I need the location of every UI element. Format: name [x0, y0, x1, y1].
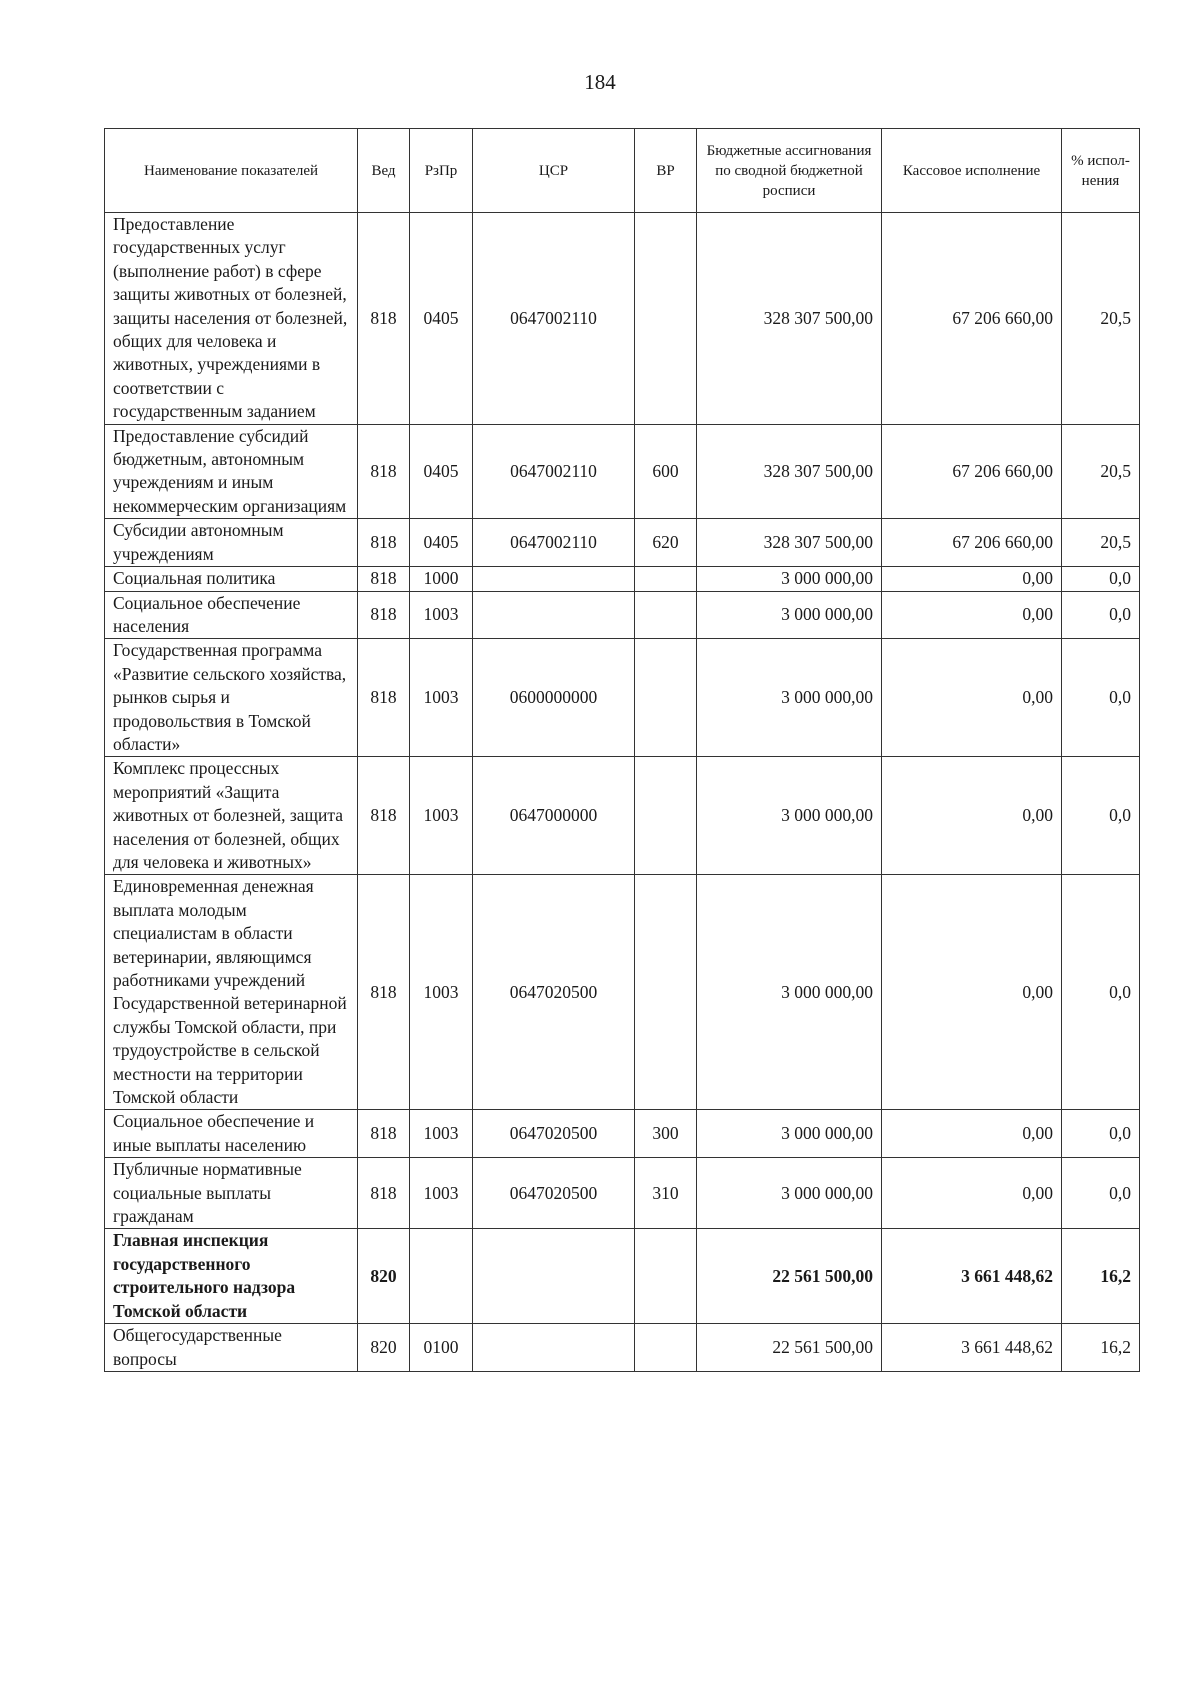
cell-vr: 620 — [635, 519, 697, 567]
cell-name: Предоставление государственных услуг (выполнение работ) в сфере защиты животных от болезней, защиты населения от болезней, общих для человека и животных, учреждениями в соответствии с государственным заданием — [105, 213, 358, 425]
cell-percent: 0,0 — [1062, 757, 1140, 875]
cell-csr: 0647000000 — [473, 757, 635, 875]
cell-rzpr: 1003 — [410, 875, 473, 1110]
cell-ved: 818 — [358, 519, 410, 567]
cell-percent: 16,2 — [1062, 1324, 1140, 1372]
header-percent: % испол-нения — [1062, 129, 1140, 213]
cell-csr: 0647020500 — [473, 1110, 635, 1158]
cell-name: Комплекс процессных мероприятий «Защита животных от болезней, защита населения от болезней, общих для человека и животных» — [105, 757, 358, 875]
cell-vr: 310 — [635, 1158, 697, 1229]
cell-name: Субсидии автономным учреждениям — [105, 519, 358, 567]
table-row — [105, 213, 1140, 425]
cell-name: Публичные нормативные социальные выплаты гражданам — [105, 1158, 358, 1229]
cell-name: Социальное обеспечение населения — [105, 591, 358, 639]
header-ved: Вед — [358, 129, 410, 213]
cell-ved: 820 — [358, 1324, 410, 1372]
cell-cash-execution: 67 206 660,00 — [882, 519, 1062, 567]
cell-cash-execution: 0,00 — [882, 1158, 1062, 1229]
cell-name: Социальное обеспечение и иные выплаты населению — [105, 1110, 358, 1158]
cell-ved: 818 — [358, 639, 410, 757]
cell-ved: 818 — [358, 424, 410, 519]
table-row — [105, 1110, 1140, 1158]
cell-csr — [473, 1229, 635, 1324]
cell-percent: 0,0 — [1062, 639, 1140, 757]
cell-cash-execution: 0,00 — [882, 875, 1062, 1110]
cell-name: Предоставление субсидий бюджетным, автономным учреждениям и иным некоммерческим организациям — [105, 424, 358, 519]
cell-ved: 818 — [358, 757, 410, 875]
cell-percent: 0,0 — [1062, 1110, 1140, 1158]
budget-table — [104, 128, 1140, 1372]
cell-vr — [635, 757, 697, 875]
cell-percent: 20,5 — [1062, 424, 1140, 519]
cell-ved: 818 — [358, 213, 410, 425]
table-row — [105, 567, 1140, 591]
cell-ved: 818 — [358, 591, 410, 639]
table-row — [105, 519, 1140, 567]
cell-percent: 20,5 — [1062, 213, 1140, 425]
page-number: 184 — [584, 70, 616, 94]
header-cash-execution: Кассовое исполнение — [882, 129, 1062, 213]
cell-rzpr: 1003 — [410, 1110, 473, 1158]
cell-csr: 0647020500 — [473, 875, 635, 1110]
cell-ved: 818 — [358, 567, 410, 591]
table-row — [105, 1229, 1140, 1324]
cell-csr: 0647002110 — [473, 424, 635, 519]
cell-cash-execution: 0,00 — [882, 639, 1062, 757]
cell-cash-execution: 0,00 — [882, 1110, 1062, 1158]
cell-csr: 0647002110 — [473, 519, 635, 567]
cell-rzpr: 1003 — [410, 757, 473, 875]
table-row — [105, 424, 1140, 519]
cell-cash-execution: 3 661 448,62 — [882, 1229, 1062, 1324]
cell-cash-execution: 67 206 660,00 — [882, 213, 1062, 425]
cell-name: Главная инспекция государственного строительного надзора Томской области — [105, 1229, 358, 1324]
cell-ved: 818 — [358, 1110, 410, 1158]
cell-assignments: 328 307 500,00 — [697, 213, 882, 425]
cell-percent: 20,5 — [1062, 519, 1140, 567]
cell-vr — [635, 591, 697, 639]
header-rzpr: РзПр — [410, 129, 473, 213]
cell-cash-execution: 67 206 660,00 — [882, 424, 1062, 519]
cell-vr — [635, 639, 697, 757]
cell-assignments: 3 000 000,00 — [697, 567, 882, 591]
cell-vr — [635, 1229, 697, 1324]
header-vr: ВР — [635, 129, 697, 213]
cell-name: Государственная программа «Развитие сельского хозяйства, рынков сырья и продовольствия в Томской области» — [105, 639, 358, 757]
cell-rzpr: 1003 — [410, 639, 473, 757]
cell-ved: 820 — [358, 1229, 410, 1324]
cell-assignments: 328 307 500,00 — [697, 519, 882, 567]
table-row — [105, 1158, 1140, 1229]
table-row — [105, 1324, 1140, 1372]
cell-name: Единовременная денежная выплата молодым специалистам в области ветеринарии, являющимся работниками учреждений Государственной ветеринарной службы Томской области, при трудоустройстве в сельской местности на территории Томской области — [105, 875, 358, 1110]
cell-vr — [635, 875, 697, 1110]
cell-vr: 300 — [635, 1110, 697, 1158]
cell-cash-execution: 0,00 — [882, 757, 1062, 875]
header-name: Наименование показателей — [105, 129, 358, 213]
cell-rzpr: 0405 — [410, 424, 473, 519]
table-row — [105, 591, 1140, 639]
cell-csr: 0647002110 — [473, 213, 635, 425]
table-row — [105, 639, 1140, 757]
header-csr: ЦСР — [473, 129, 635, 213]
cell-vr — [635, 213, 697, 425]
cell-cash-execution: 0,00 — [882, 567, 1062, 591]
cell-rzpr: 0100 — [410, 1324, 473, 1372]
cell-percent: 0,0 — [1062, 591, 1140, 639]
cell-percent: 16,2 — [1062, 1229, 1140, 1324]
cell-vr: 600 — [635, 424, 697, 519]
cell-rzpr: 1003 — [410, 1158, 473, 1229]
cell-csr: 0600000000 — [473, 639, 635, 757]
cell-name: Общегосударственные вопросы — [105, 1324, 358, 1372]
table-row — [105, 875, 1140, 1110]
cell-cash-execution: 0,00 — [882, 591, 1062, 639]
cell-assignments: 3 000 000,00 — [697, 1110, 882, 1158]
cell-ved: 818 — [358, 1158, 410, 1229]
header-assignments: Бюджетные ассигнования по сводной бюджетной росписи — [697, 129, 882, 213]
cell-percent: 0,0 — [1062, 1158, 1140, 1229]
cell-assignments: 22 561 500,00 — [697, 1324, 882, 1372]
cell-rzpr: 0405 — [410, 519, 473, 567]
cell-percent: 0,0 — [1062, 567, 1140, 591]
cell-assignments: 3 000 000,00 — [697, 875, 882, 1110]
cell-csr — [473, 567, 635, 591]
table-header-row — [105, 129, 1140, 213]
cell-assignments: 328 307 500,00 — [697, 424, 882, 519]
cell-vr — [635, 567, 697, 591]
cell-csr — [473, 1324, 635, 1372]
table-row — [105, 757, 1140, 875]
cell-assignments: 3 000 000,00 — [697, 1158, 882, 1229]
cell-csr: 0647020500 — [473, 1158, 635, 1229]
cell-cash-execution: 3 661 448,62 — [882, 1324, 1062, 1372]
cell-rzpr: 0405 — [410, 213, 473, 425]
cell-ved: 818 — [358, 875, 410, 1110]
cell-name: Социальная политика — [105, 567, 358, 591]
cell-percent: 0,0 — [1062, 875, 1140, 1110]
cell-assignments: 3 000 000,00 — [697, 591, 882, 639]
cell-rzpr: 1000 — [410, 567, 473, 591]
cell-csr — [473, 591, 635, 639]
cell-rzpr — [410, 1229, 473, 1324]
cell-vr — [635, 1324, 697, 1372]
cell-rzpr: 1003 — [410, 591, 473, 639]
cell-assignments: 22 561 500,00 — [697, 1229, 882, 1324]
cell-assignments: 3 000 000,00 — [697, 757, 882, 875]
cell-assignments: 3 000 000,00 — [697, 639, 882, 757]
